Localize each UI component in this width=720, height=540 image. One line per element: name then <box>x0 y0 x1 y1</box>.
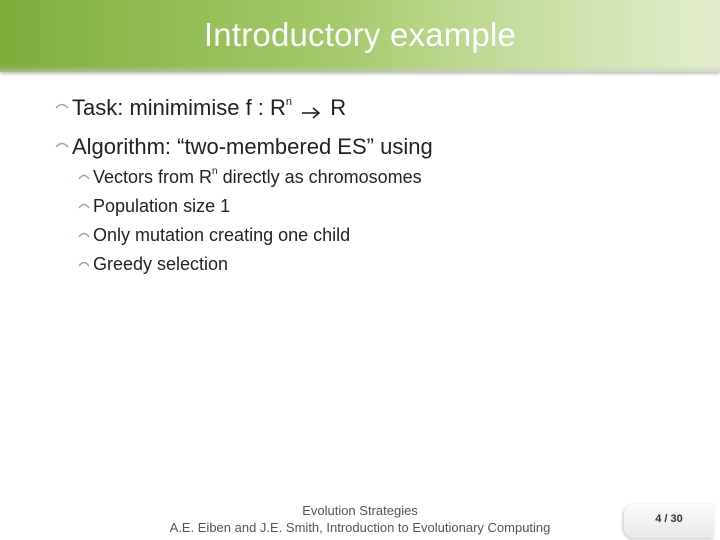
selection-text: Greedy selection <box>93 254 229 274</box>
page-number: 4 / 30 <box>655 513 683 525</box>
bullet-task <box>55 95 346 121</box>
vectors-text-post: directly as chromosomes <box>217 167 422 187</box>
subbullet-selection <box>78 253 228 275</box>
bullet-algorithm <box>55 134 433 160</box>
footer-course-title: Evolution Strategies <box>302 503 418 518</box>
bullet-icon <box>78 231 90 238</box>
bullet-icon <box>78 260 90 267</box>
slide-footer <box>150 502 570 536</box>
subbullet-mutation <box>78 224 350 246</box>
bullet-icon <box>55 102 69 110</box>
bullet-icon <box>78 173 90 180</box>
bullet-icon <box>78 202 90 209</box>
arrow-right-icon <box>300 100 322 114</box>
task-codomain: R <box>330 95 347 120</box>
subbullet-population <box>78 195 230 217</box>
task-text: Task: minimimise f : R <box>72 95 286 120</box>
vectors-text-pre: Vectors from R <box>93 167 213 187</box>
subbullet-vectors <box>78 166 422 188</box>
title-bar <box>0 0 720 72</box>
population-text: Population size 1 <box>93 196 231 216</box>
bullet-icon <box>55 141 69 149</box>
superscript-n: n <box>212 166 218 177</box>
mutation-text: Only mutation creating one child <box>93 225 351 245</box>
algorithm-text: Algorithm: “two-membered ES” using <box>72 134 433 159</box>
superscript-n: n <box>285 95 293 108</box>
slide-title: Introductory example <box>203 16 517 53</box>
page-number-box <box>624 504 714 538</box>
footer-book-credit: A.E. Eiben and J.E. Smith, Introduction to Evolutionary Computing <box>169 520 551 535</box>
